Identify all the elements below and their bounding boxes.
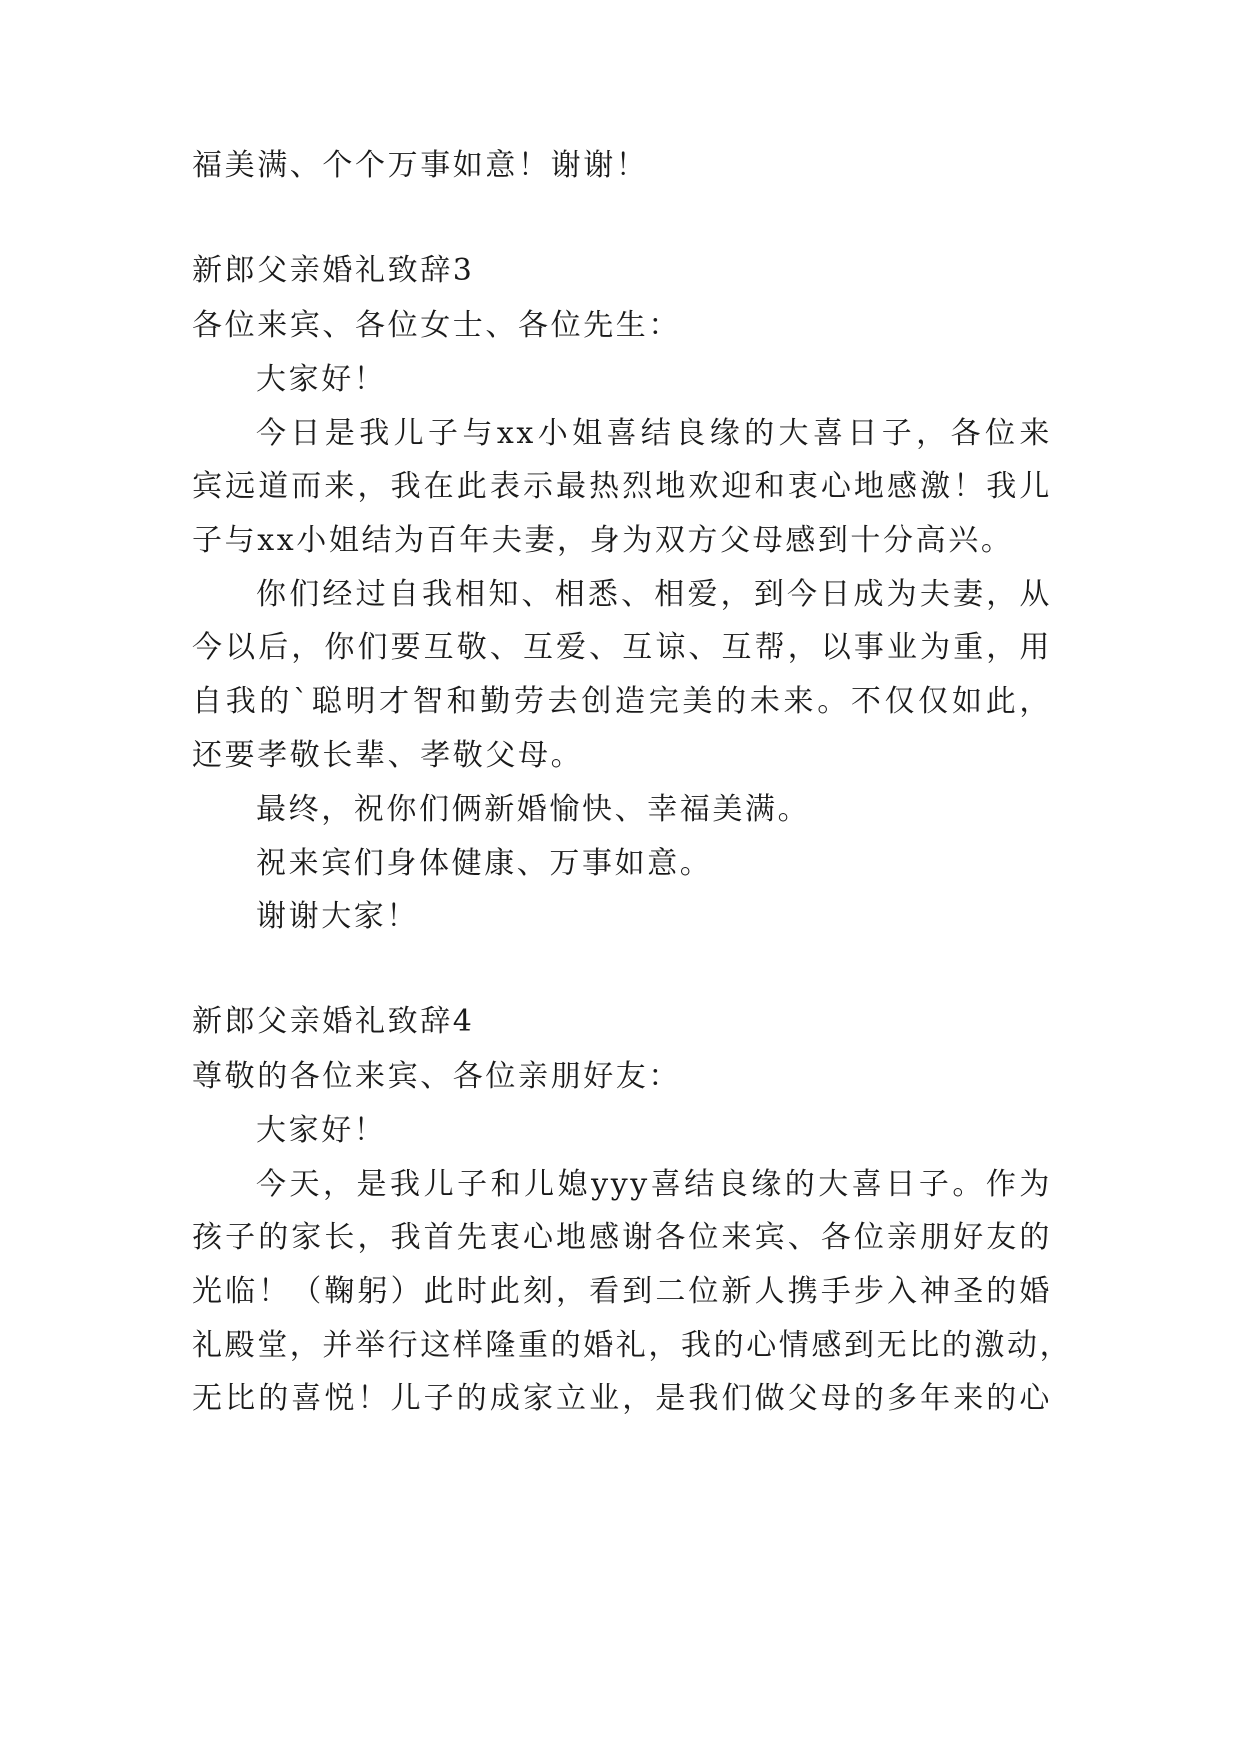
greeting: 大家好！ <box>256 362 387 397</box>
greeting: 大家好！ <box>256 1113 387 1148</box>
section-heading: 新郎父亲婚礼致辞4 <box>192 1004 475 1039</box>
text-line: 福美满、个个万事如意！谢谢！ <box>192 148 649 183</box>
paragraph-line: 无比的喜悦！儿子的成家立业，是我们做父母的多年来的心 <box>192 1381 1052 1416</box>
paragraph-line: 子与xx小姐结为百年夫妻，身为双方父母感到十分高兴。 <box>192 523 1014 558</box>
paragraph-line: 你们经过自我相知、相悉、相爱，到今日成为夫妻，从 <box>256 577 1052 612</box>
paragraph-line: 自我的`聪明才智和勤劳去创造完美的未来。不仅仅如此， <box>192 684 1052 719</box>
paragraph-line: 还要孝敬长辈、孝敬父母。 <box>192 738 584 773</box>
paragraph-line: 祝来宾们身体健康、万事如意。 <box>256 846 713 881</box>
salutation: 尊敬的各位来宾、各位亲朋好友： <box>192 1059 681 1094</box>
paragraph-line: 今以后，你们要互敬、互爱、互谅、互帮，以事业为重，用 <box>192 630 1052 665</box>
paragraph-line: 今日是我儿子与xx小姐喜结良缘的大喜日子，各位来 <box>256 416 1052 451</box>
salutation: 各位来宾、各位女士、各位先生： <box>192 308 681 343</box>
paragraph-line: 今天，是我儿子和儿媳yyy喜结良缘的大喜日子。作为 <box>256 1167 1052 1202</box>
paragraph-line: 光临！（鞠躬）此时此刻，看到二位新人携手步入神圣的婚 <box>192 1274 1052 1309</box>
paragraph-line: 宾远道而来，我在此表示最热烈地欢迎和衷心地感激！我儿 <box>192 469 1052 504</box>
paragraph-line: 礼殿堂，并举行这样隆重的婚礼，我的心情感到无比的激动， <box>192 1328 1073 1363</box>
section-heading: 新郎父亲婚礼致辞3 <box>192 253 475 288</box>
paragraph-line: 孩子的家长，我首先衷心地感谢各位来宾、各位亲朋好友的 <box>192 1220 1052 1255</box>
paragraph-line: 最终，祝你们俩新婚愉快、幸福美满。 <box>256 792 811 827</box>
closing-line: 谢谢大家！ <box>256 899 419 934</box>
